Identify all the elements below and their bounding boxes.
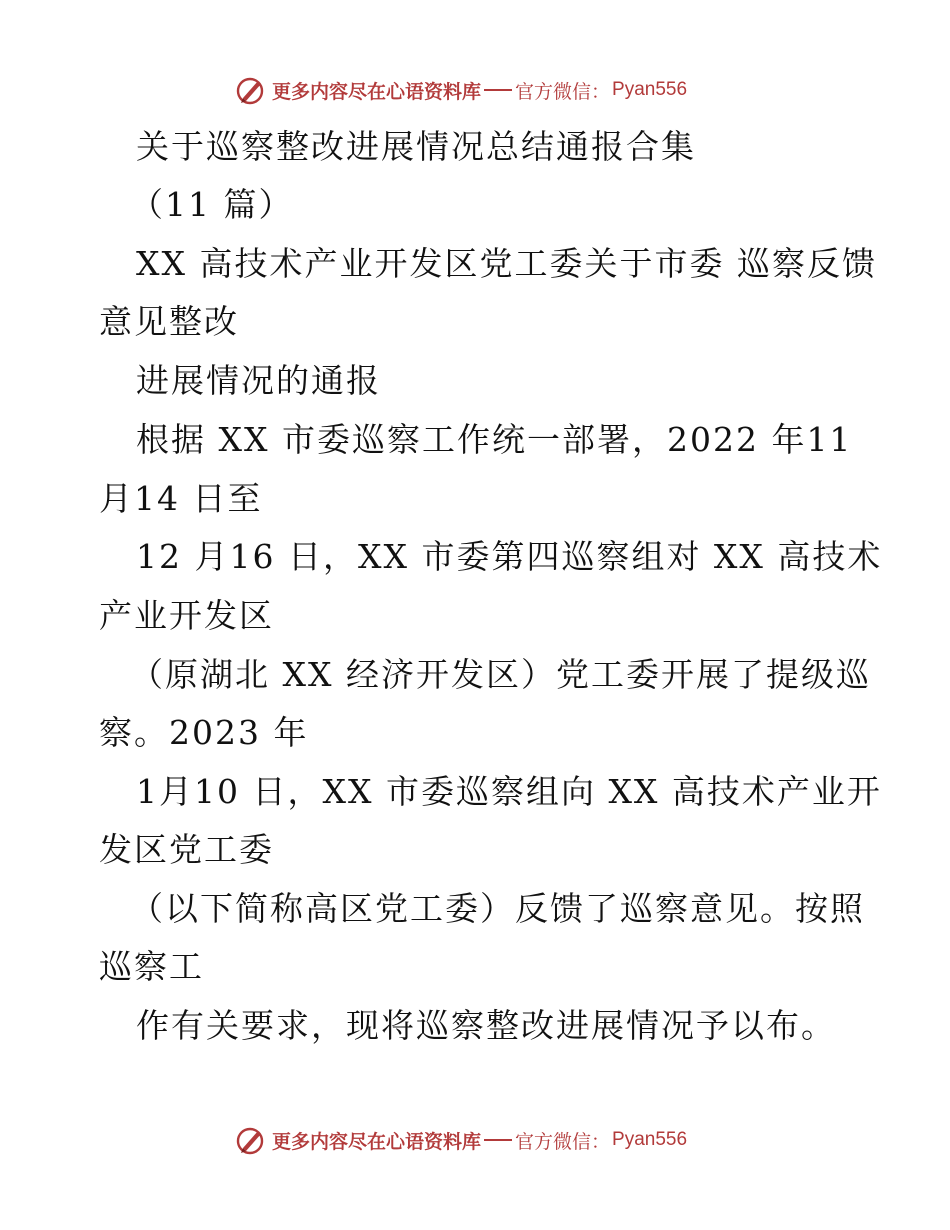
banner-divider: [484, 1139, 512, 1141]
text-line: （以下简称高区党工委）反馈了巡察意见。按照: [130, 889, 865, 928]
text-line: XX 高技术产业开发区党工委关于市委 巡察反馈: [136, 244, 877, 283]
text-line: 根据 XX 市委巡察工作统一部署，2022 年11: [136, 420, 853, 459]
banner-divider: [484, 89, 512, 91]
banner-brand-text: 更多内容尽在心语资料库: [272, 80, 482, 103]
banner-official-label: 官方微信：: [515, 1130, 611, 1153]
quill-pen-logo-icon: [234, 74, 266, 106]
footer-banner: [234, 1123, 687, 1157]
banner-wechat-id: Pyan556: [612, 79, 688, 100]
document-count: （11 篇）: [130, 185, 294, 224]
header-banner: [234, 73, 687, 107]
text-line: 意见整改: [99, 302, 239, 341]
text-line: （原湖北 XX 经济开发区）党工委开展了提级巡: [130, 655, 871, 694]
banner-official-label: 官方微信：: [515, 80, 611, 103]
quill-pen-logo-icon: [234, 1124, 266, 1156]
banner-brand-text: 更多内容尽在心语资料库: [272, 1130, 482, 1153]
document-title: 关于巡察整改进展情况总结通报合集: [136, 127, 696, 166]
text-line: 发区党工委: [99, 830, 274, 869]
text-line: 12 月16 日，XX 市委第四巡察组对 XX 高技术: [136, 537, 883, 576]
banner-wechat-id: Pyan556: [612, 1129, 688, 1150]
text-line: 进展情况的通报: [136, 361, 381, 400]
text-line: 作有关要求，现将巡察整改进展情况予以布。: [136, 1006, 836, 1045]
text-line: 巡察工: [99, 947, 204, 986]
text-line: 1月10 日，XX 市委巡察组向 XX 高技术产业开: [136, 772, 882, 811]
text-line: 产业开发区: [99, 596, 274, 635]
text-line: 察。2023 年: [99, 713, 309, 752]
text-line: 月14 日至: [99, 479, 263, 518]
